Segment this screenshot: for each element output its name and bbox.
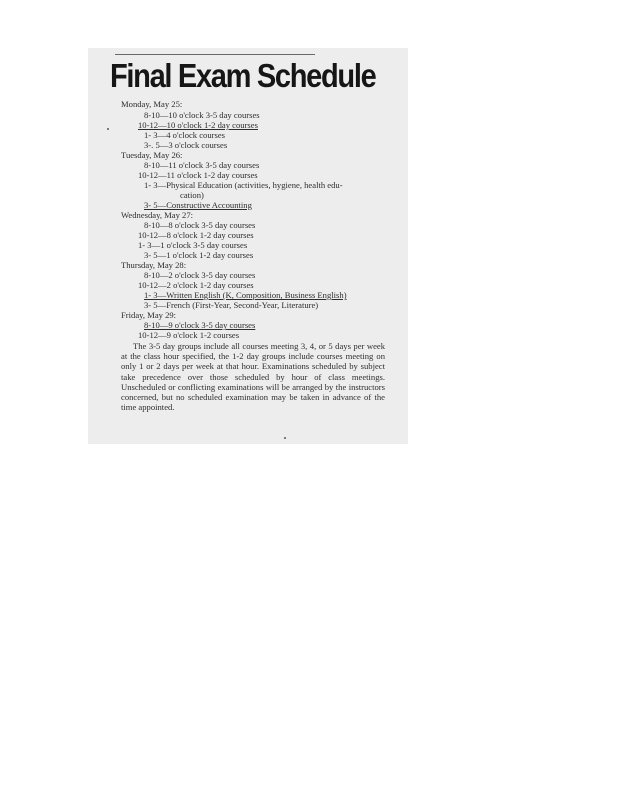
top-rule — [115, 54, 315, 55]
schedule-entry: 1- 3—1 o'clock 3-5 day courses — [138, 240, 248, 250]
day-heading-friday: Friday, May 29: — [121, 310, 177, 320]
schedule-entry: 8-10—11 o'clock 3-5 day courses — [144, 160, 260, 170]
schedule-entry: 8-10—8 o'clock 3-5 day courses — [144, 220, 256, 230]
schedule-entry: 10-12—11 o'clock 1-2 day courses — [138, 170, 258, 180]
day-heading-monday: Monday, May 25: — [121, 99, 183, 109]
print-speck — [107, 128, 109, 130]
schedule-entry: 10-12—10 o'clock 1-2 day courses — [138, 120, 258, 130]
schedule-entry: 3-. 5—3 o'clock courses — [144, 140, 228, 150]
schedule-entry: 10-12—9 o'clock 1-2 courses — [138, 330, 240, 340]
schedule-entry: 1- 3—Written English (K, Composition, Business English) — [144, 290, 347, 300]
schedule-entry: 3- 5—1 o'clock 1-2 day courses — [144, 250, 254, 260]
day-heading-wednesday: Wednesday, May 27: — [121, 210, 194, 220]
schedule-note: The 3-5 day groups include all courses meeting 3, 4, or 5 days per week at the class hour specified, the 1-2 day groups include courses meeting on only 1 or 2 days per week at that hour. Examinations scheduled by subject take precedence over those scheduled by hour of class meetings. Unscheduled or conflicting examinations will be arranged by the instructors concerned, but no scheduled examination may be taken in advance of the time appointed. — [121, 341, 385, 413]
schedule-entry: 1- 3—Physical Education (activities, hygiene, health edu- — [144, 180, 343, 190]
page-title: Final Exam Schedule — [110, 57, 376, 94]
schedule-entry: 8-10—9 o'clock 3-5 day courses — [144, 320, 256, 330]
day-heading-tuesday: Tuesday, May 26: — [121, 150, 183, 160]
schedule-entry: 3- 5—French (First-Year, Second-Year, Literature) — [144, 300, 319, 310]
print-speck — [284, 437, 286, 439]
schedule-entry: 3- 5—Constructive Accounting — [144, 200, 252, 210]
schedule-entry: 10-12—8 o'clock 1-2 day courses — [138, 230, 254, 240]
schedule-entry: 1- 3—4 o'clock courses — [144, 130, 226, 140]
schedule-entry-continuation: cation) — [180, 190, 204, 200]
schedule-entry: 8-10—2 o'clock 3-5 day courses — [144, 270, 256, 280]
schedule-entry: 10-12—2 o'clock 1-2 day courses — [138, 280, 254, 290]
day-heading-thursday: Thursday, May 28: — [121, 260, 187, 270]
schedule-entry: 8-10—10 o'clock 3-5 day courses — [144, 110, 260, 120]
